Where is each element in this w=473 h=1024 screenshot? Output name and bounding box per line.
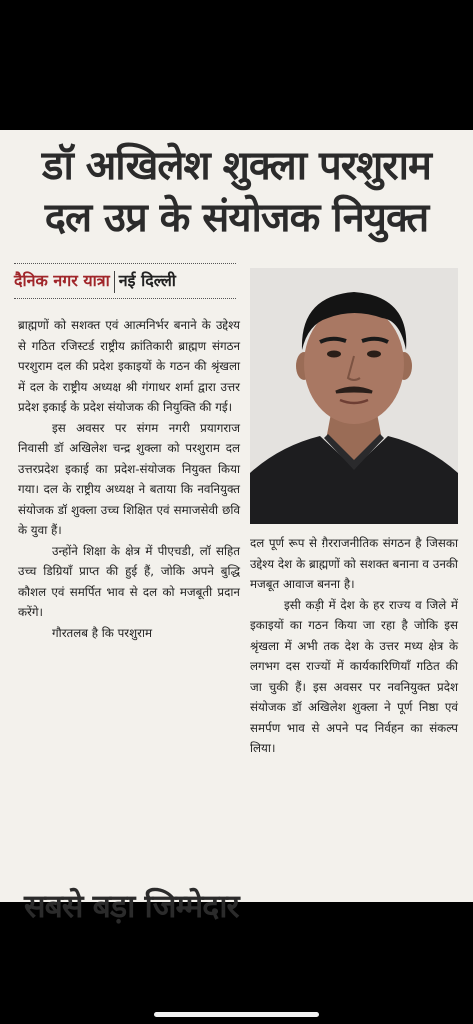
portrait-illustration xyxy=(250,268,458,524)
byline xyxy=(14,263,236,299)
next-article-headline: सबसे बड़ा जिम्मेदार xyxy=(24,887,239,925)
paragraph-2: इस अवसर पर संगम नगरी प्रयागराज निवासी डॉ अखिलेश चन्द्र शुक्ला को परशुराम दल उत्तरप्रदेश इकाई का प्रदेश-संयोजक नियुक्त किया गया। दल के राष्ट्रीय अध्यक्ष ने बताया कि नवनियुक्त संयोजक डॉ शुक्ला उच्च शिक्षित एवं समाजसेवी छवि के युवा हैं। xyxy=(18,420,240,537)
paragraph-3: उन्होंने शिक्षा के क्षेत्र में पीएचडी, लॉ सहित उच्च डिग्रियाँ प्राप्त की हुई हैं, जोकि अपने बुद्धि कौशल एवं समर्पित भाव से दल को मजबूती प्रदान करेंगे। xyxy=(18,543,240,619)
next-article-strip xyxy=(0,878,473,925)
headline-line-2: दल उप्र के संयोजक नियुक्त xyxy=(44,195,429,241)
byline-divider xyxy=(114,271,115,293)
paragraph-6: इसी कड़ी में देश के हर राज्य व जिले में इकाइयों का गठन किया जा रहा है जोकि इस श्रृंखला में अभी तक देश के उत्तर मध्य क्षेत्र के लगभग दस राज्यों में कार्यकारिणियाँ गठित की जा चुकी हैं। इस अवसर पर नवनियुक्त प्रदेश संयोजक डॉ अखिलेश शुक्ला ने पूर्ण निष्ठा एवं समर्पण भाव से अपने पद निर्वहन का संकल्प लिया। xyxy=(250,597,458,755)
left-text-column xyxy=(18,315,240,643)
article-headline xyxy=(0,140,473,244)
dateline-city: नई दिल्ली xyxy=(118,271,176,290)
paragraph-4: गौरतलब है कि परशुराम xyxy=(52,625,153,640)
publication-name: दैनिक नगर यात्रा xyxy=(14,271,110,290)
paragraph-1: ब्राह्मणों को सशक्त एवं आत्मनिर्भर बनाने के उद्देश्य से गठित रजिस्टर्ड राष्ट्रीय क्रांतिकारी ब्राह्मण संगठन परशुराम दल की प्रदेश इकाइयों के गठन की श्रृंखला में दल के राष्ट्रीय अध्यक्ष श्री गंगाधर शर्मा द्वारा उत्तर प्रदेश इकाई के प्रदेश संयोजक की नियुक्ति की गई। xyxy=(18,318,240,414)
newspaper-clipping xyxy=(0,130,473,925)
right-text-column xyxy=(250,533,458,759)
portrait-photo xyxy=(250,268,458,524)
headline-line-1: डॉ अखिलेश शुक्ला परशुराम xyxy=(42,143,431,189)
paragraph-5: दल पूर्ण रूप से ग़ैरराजनीतिक संगठन है जिसका उद्देश्य देश के ब्राह्मणों को सशक्त बनाना व उनकी मजबूत आवाज बनना है। xyxy=(250,536,458,591)
home-indicator[interactable] xyxy=(154,1012,319,1017)
